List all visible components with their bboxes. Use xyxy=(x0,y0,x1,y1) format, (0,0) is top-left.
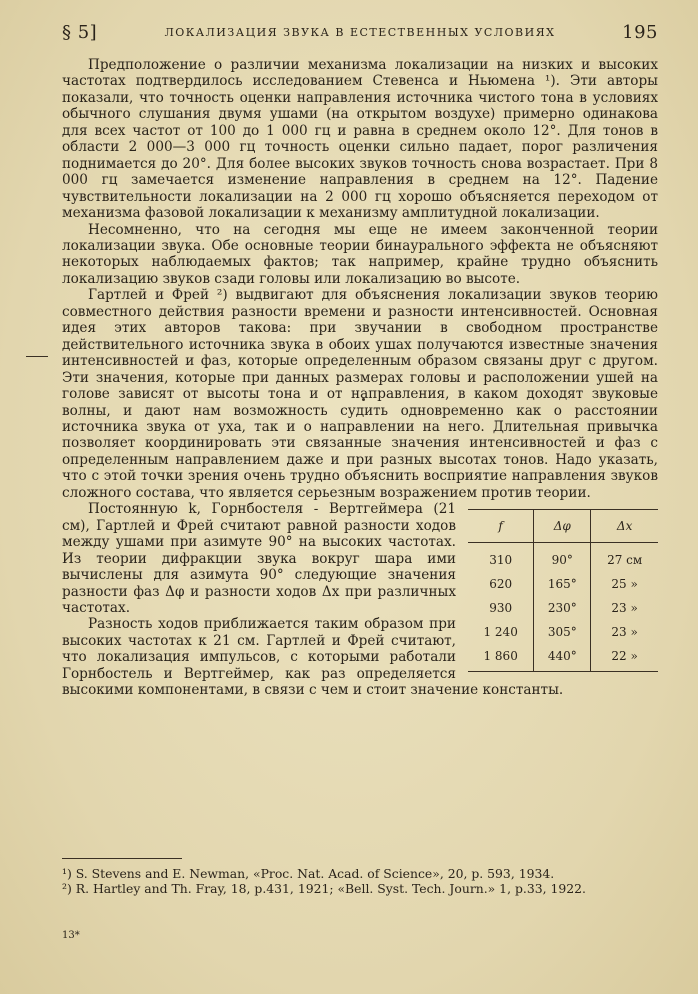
table-cell: 90° xyxy=(534,543,591,573)
margin-dash-mark xyxy=(26,356,48,357)
column-header-f: f xyxy=(468,510,534,543)
footnote: ²) R. Hartley and Th. Fray, 18, p.431, 1921; «Bell. Syst. Tech. Journ.» 1, p.33, 1922. xyxy=(62,881,586,896)
table-cell: 23 » xyxy=(591,620,658,644)
running-title: ЛОКАЛИЗАЦИЯ ЗВУКА В ЕСТЕСТВЕННЫХ УСЛОВИЯХ xyxy=(164,26,556,39)
table-cell: 230° xyxy=(534,596,591,620)
table-cell: 22 » xyxy=(591,644,658,672)
table-cell: 305° xyxy=(534,620,591,644)
footnote: ¹) S. Stevens and E. Newman, «Proc. Nat. Acad. of Science», 20, p. 593, 1934. xyxy=(62,866,555,881)
page-number: 195 xyxy=(622,22,658,43)
footnotes xyxy=(62,866,658,896)
paragraph: Несомненно, что на сегодня мы еще не имеем законченной теории локализации звука. Обе основные теории бинаурального эффекта не объясняют некоторых наблюдаемых фактов; так например, крайне трудно объяснить локализацию звуков сзади головы или локализацию во высоте. xyxy=(62,221,658,287)
paragraph: Разность ходов приближается таким образом при высоких частотах к 21 см. Гартлей и Фрей считают, что локализация импульсов, с которыми работали Горнбостель и Вертгеймер, как раз определяется высокими компонентами, в связи с чем и стоит значение константы. xyxy=(62,616,564,699)
table-row xyxy=(468,644,658,672)
table-header-row xyxy=(468,510,658,543)
main-text xyxy=(62,57,658,699)
table-cell: 310 xyxy=(489,553,513,567)
table-cell: 620 xyxy=(489,577,513,591)
table-row xyxy=(468,572,658,596)
table-section xyxy=(62,501,658,698)
table-row xyxy=(468,543,658,573)
section-number: § 5] xyxy=(62,22,98,43)
table-cell: 930 xyxy=(489,601,513,615)
page-header xyxy=(62,22,658,46)
table-cell: 25 » xyxy=(591,572,658,596)
paragraph: Предположение о различии механизма локализации на низких и высоких частотах подтвердилось исследованием Стевенса и Ньюмена ¹). Эти авторы показали, что точность оценки направления источника чистого тона в условиях обычного слушания двумя ушами (на открытом воздухе) примерно одинакова для всех частот от 100 до 1 000 гц и равна в среднем около 12°. Для тонов в области 2 000—3 000 гц точность оценки сильно падает, порог различения поднимается до 20°. Для более высоких звуков точность снова возрастает. При 8 000 гц замечается изменение направления в среднем на 12°. Падение чувствительности локализации на 2 000 гц хорошо объясняется переходом от механизма фазовой локализации к механизму амплитудной локализации. xyxy=(62,57,658,222)
paragraph: Постоянную k, Горнбостеля - Вертгеймера (21 см), Гартлей и Фрей считают равной разности ходов между ушами при азимуте 90° на высоких частотах. Из теории дифракции звука вокруг шара ими вычислены для азимута 90° следующие значения разности фаз Δφ и разности ходов Δx при различных частотах. xyxy=(62,501,456,616)
table-cell: 440° xyxy=(534,644,591,672)
table-row xyxy=(468,620,658,644)
table-cell: 23 » xyxy=(591,596,658,620)
column-header-phase: Δφ xyxy=(534,510,591,543)
table-row xyxy=(468,596,658,620)
printer-signature: 13* xyxy=(62,930,80,941)
footnote-rule xyxy=(62,858,182,859)
table-cell: 27 см xyxy=(591,543,658,573)
table-cell: 1 240 xyxy=(483,625,518,639)
table-cell: 165° xyxy=(534,572,591,596)
column-header-path: Δx xyxy=(591,510,658,543)
paragraph: Гартлей и Фрей ²) выдвигают для объяснения локализации звуков теорию совместного действия разности времени и разности интенсивностей. Основная идея этих авторов такова: при звучании в свободном пространстве действительного источника звука в обоих ушах получаются известные значения интенсивностей и фаз, которые определенным образом связаны друг с другом. Эти значения, которые при данных размерах головы и расположении ушей на голове зависят от высоты тона и от направления, в каком доходят звуковые волны, и дают нам возможность судить одновременно как о расстоянии источника звука от уха, так и о направлении на него. Длительная привычка позволяет координировать эти связанные значения интенсивностей и фаз с определенным направлением даже и при разных высотах тонов. Надо указать, что с этой точки зрения очень трудно объяснить восприятие направления звуков сложного состава, что является серьезным возражением против теории. xyxy=(62,287,658,501)
phase-difference-table xyxy=(468,509,658,672)
table-cell: 1 860 xyxy=(468,644,534,672)
